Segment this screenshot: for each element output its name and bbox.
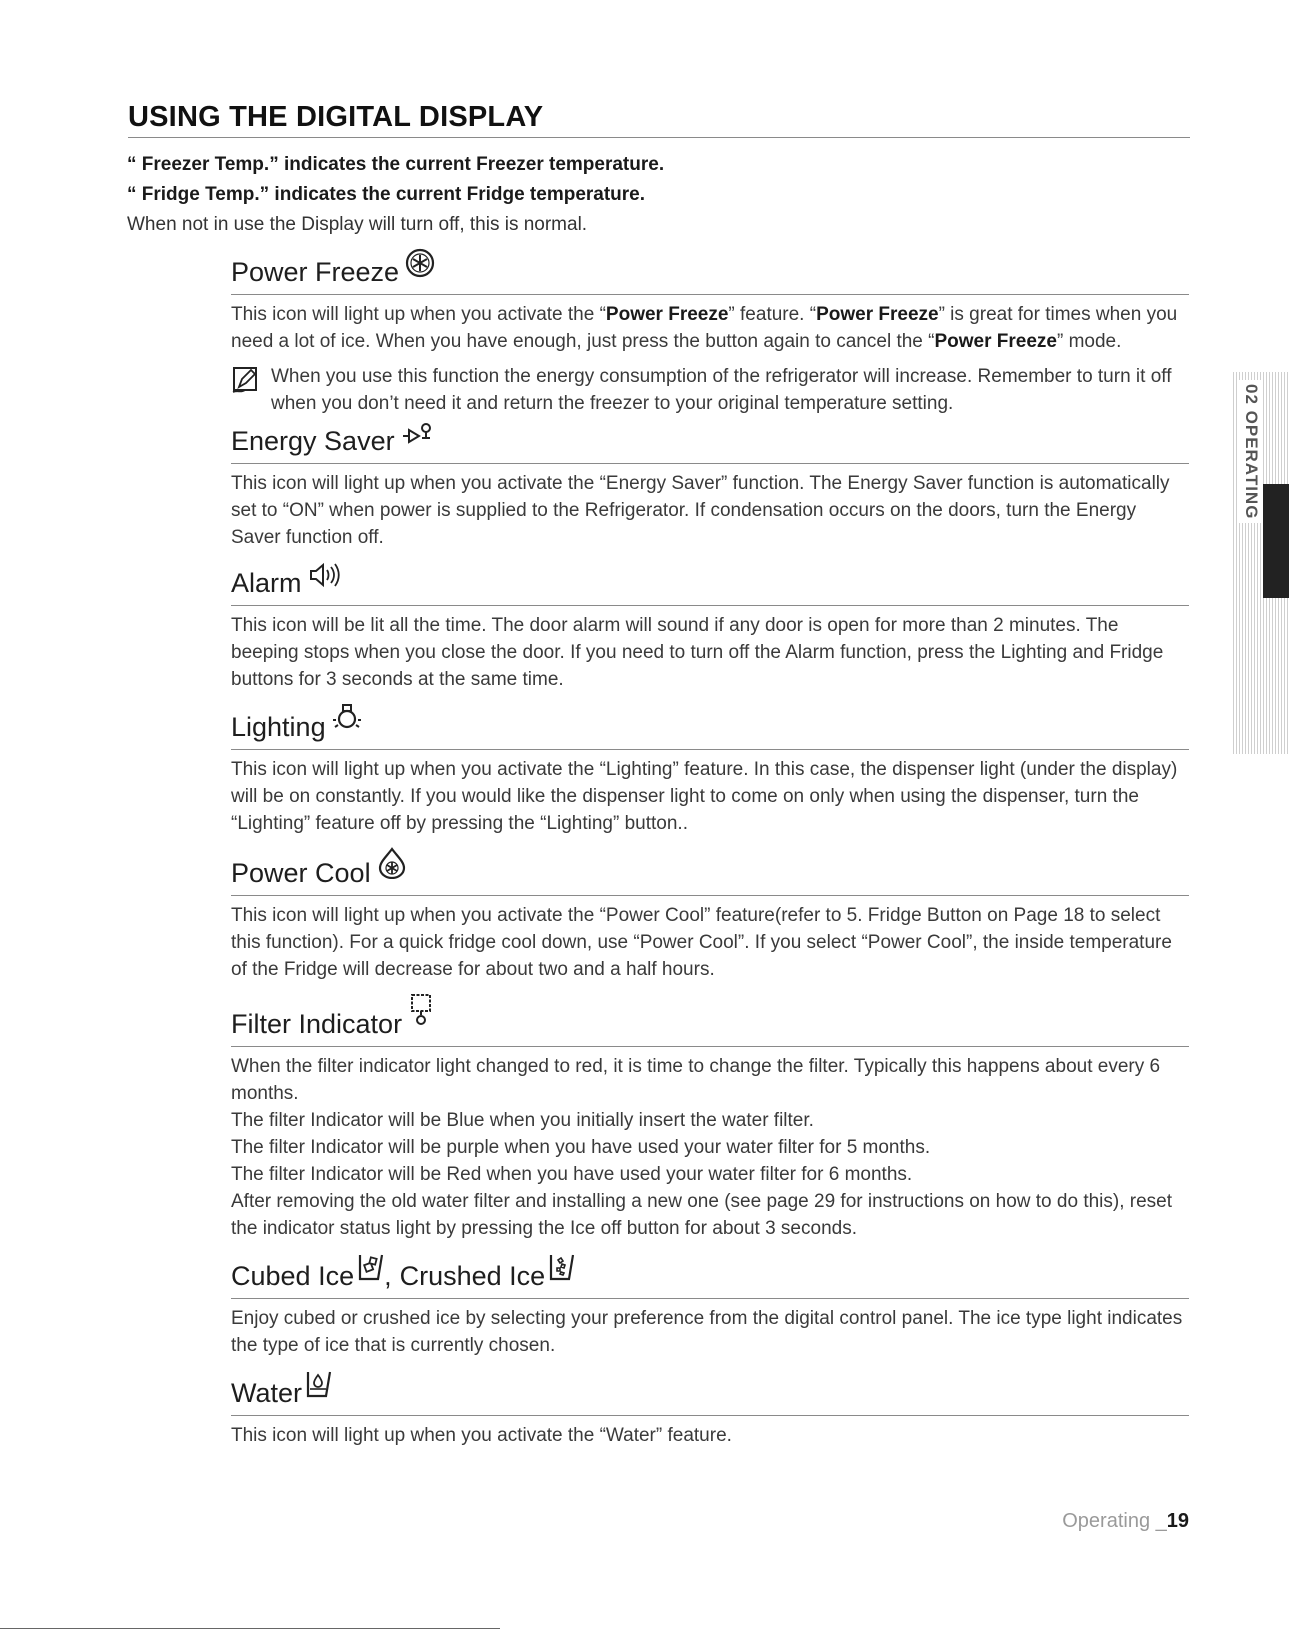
- section-title: [231, 703, 1189, 750]
- section-title: [231, 1369, 1189, 1416]
- page-number: 19: [1166, 1510, 1189, 1532]
- spacer: [231, 693, 1189, 703]
- power-cool-description: This icon will light up when you activate the “Power Cool” feature(refer to 5. Fridge Button on Page 18 to select this function). For a quick fridge cool down, use “Power Cool”. If you select “Power Cool”, the inside temperature of the Fridge will decrease for about two and a half hours.: [231, 905, 1172, 980]
- energy-saver-icon: [401, 421, 435, 455]
- power-freeze-title: Power Freeze: [231, 257, 400, 287]
- note-text: When you use this function the energy consumption of the refrigerator will increase. Remember to turn it off when you don’t need it and return the freezer to your original temperature setting.: [271, 366, 1172, 414]
- section-water: [231, 1369, 1189, 1449]
- section-title: [231, 847, 1189, 896]
- power-freeze-note: [231, 363, 1189, 417]
- power-cool-title: Power Cool: [231, 858, 371, 888]
- ice-description: Enjoy cubed or crushed ice by selecting your preference from the digital control panel. The ice type light indicates the type of ice that is currently chosen.: [231, 1308, 1183, 1356]
- section-filter-indicator: [231, 993, 1189, 1242]
- power-freeze-description: This icon will light up when you activate the “Power Freeze” feature. “Power Freeze” is great for times when you need a lot of ice. When you have enough, just press the button again to cancel the “Power Freeze” mode.: [231, 304, 1178, 352]
- intro-display-note: When not in use the Display will turn off, this is normal.: [127, 214, 588, 235]
- feature-list: [231, 248, 1189, 1449]
- chapter-tab-marker: [1263, 484, 1289, 598]
- water-icon: [306, 1369, 332, 1407]
- crushed-ice-icon: [549, 1252, 575, 1290]
- bottom-rule: [0, 1628, 500, 1629]
- alarm-speaker-icon: [308, 561, 342, 597]
- intro-fridge-temp: “ Fridge Temp.” indicates the current Fridge temperature.: [127, 184, 646, 205]
- section-ice: [231, 1252, 1189, 1359]
- power-cool-icon: [377, 847, 407, 887]
- spacer: [231, 1242, 1189, 1252]
- spacer: [231, 983, 1189, 993]
- section-title: [231, 1252, 1189, 1299]
- intro-freezer-temp: “ Freezer Temp.” indicates the current Freezer temperature.: [127, 154, 665, 175]
- filter-line-1: When the filter indicator light changed to red, it is time to change the filter. Typically this happens about every 6 months.: [231, 1056, 1161, 1104]
- section-title: [231, 561, 1189, 606]
- filter-line-5: After removing the old water filter and installing a new one (see page 29 for instructions on how to do this), reset the indicator status light by pressing the Ice off button for about 3 seconds.: [231, 1191, 1173, 1239]
- chapter-tab-label: 02 OPERATING: [1239, 380, 1263, 523]
- power-freeze-icon: [405, 248, 435, 286]
- section-lighting: [231, 703, 1189, 837]
- alarm-title: Alarm: [231, 568, 302, 598]
- energy-saver-description: This icon will light up when you activate the “Energy Saver” function. The Energy Saver function is automatically set to “ON” when power is supplied to the Refrigerator. If condensation occurs on the doors, turn the Energy Saver function off.: [231, 473, 1170, 548]
- lighting-title: Lighting: [231, 712, 326, 742]
- cubed-ice-title: Cubed Ice: [231, 1261, 355, 1291]
- filter-line-4: The filter Indicator will be Red when you have used your water filter for 6 months.: [231, 1164, 913, 1185]
- spacer: [231, 551, 1189, 561]
- section-title: [231, 421, 1189, 464]
- section-title: [231, 248, 1189, 295]
- spacer: [231, 1359, 1189, 1369]
- page-title: USING THE DIGITAL DISPLAY: [128, 100, 1190, 138]
- spacer: [231, 837, 1189, 847]
- intro-block: [127, 150, 1187, 240]
- section-title: [231, 993, 1189, 1047]
- section-power-cool: [231, 847, 1189, 983]
- section-power-freeze: [231, 248, 1189, 417]
- filter-indicator-title: Filter Indicator: [231, 1009, 403, 1039]
- section-energy-saver: [231, 421, 1189, 551]
- note-pencil-icon: [231, 363, 271, 417]
- filter-line-3: The filter Indicator will be purple when you have used your water filter for 5 months.: [231, 1137, 931, 1158]
- section-alarm: [231, 561, 1189, 693]
- cubed-ice-icon: [358, 1252, 384, 1290]
- chapter-tab: [1233, 372, 1289, 754]
- filter-icon: [408, 993, 434, 1035]
- lighting-description: This icon will light up when you activate the “Lighting” feature. In this case, the dispenser light (under the display) will be on constantly. If you would like the dispenser light to come on only when using the dispenser, turn the “Lighting” feature off by pressing the “Lighting” button..: [231, 759, 1178, 834]
- ice-title-separator: ,: [384, 1261, 392, 1291]
- energy-saver-title: Energy Saver: [231, 426, 395, 456]
- water-title: Water: [231, 1378, 303, 1408]
- light-bulb-icon: [332, 703, 362, 741]
- alarm-description: This icon will be lit all the time. The door alarm will sound if any door is open for more than 2 minutes. The beeping stops when you close the door. If you need to turn off the Alarm function, press the Lighting and Fridge buttons for 3 seconds at the same time.: [231, 615, 1164, 690]
- footer-section: Operating _: [1062, 1510, 1167, 1532]
- page-footer: [1062, 1510, 1189, 1533]
- crushed-ice-title: Crushed Ice: [399, 1261, 546, 1291]
- filter-line-2: The filter Indicator will be Blue when you initially insert the water filter.: [231, 1110, 814, 1131]
- water-description: This icon will light up when you activate the “Water” feature.: [231, 1425, 732, 1446]
